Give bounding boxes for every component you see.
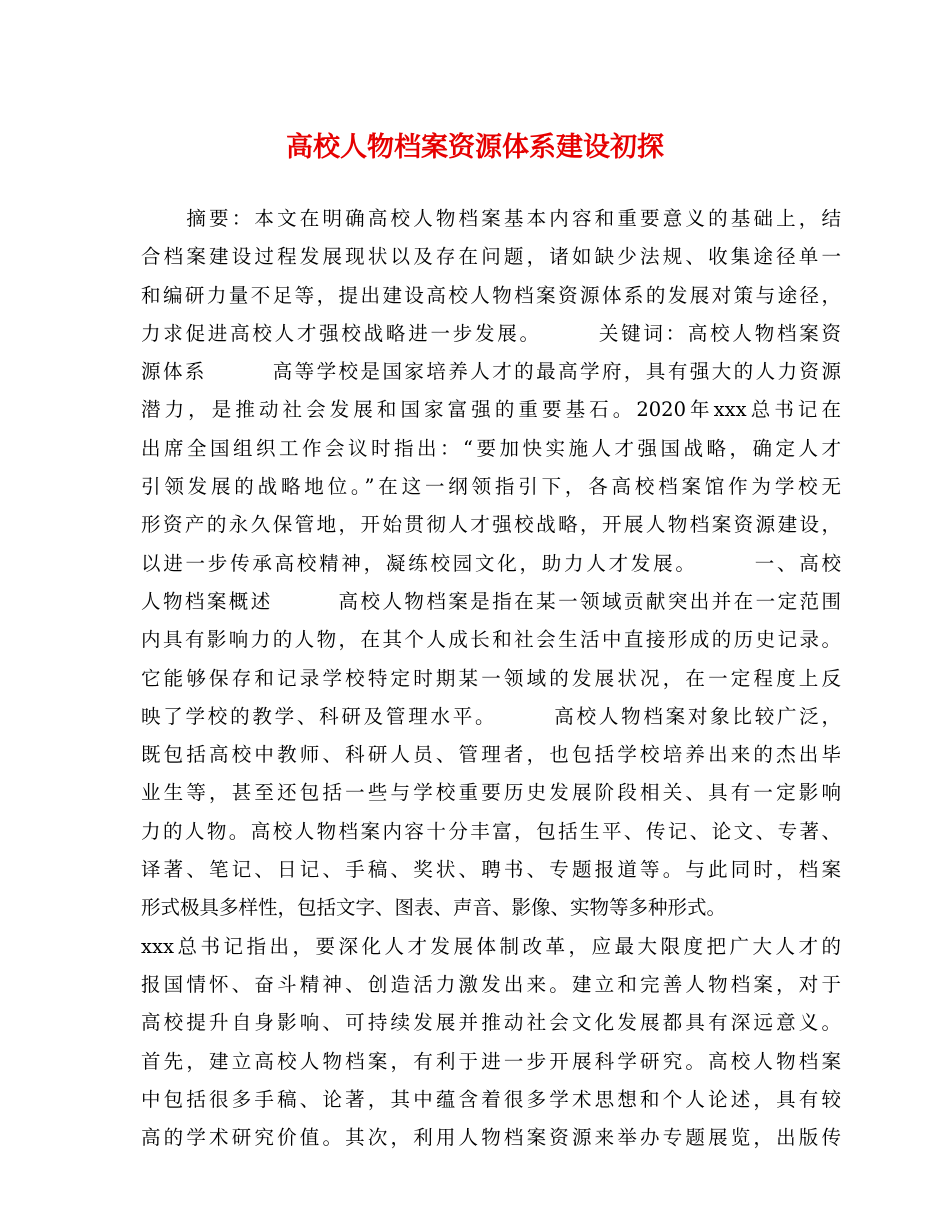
body-line: 力求促进高校人才强校战略进一步发展。 关键词：高校人物档案资 (141, 321, 841, 345)
body-line: 力的人物。高校人物档案内容十分丰富，包括生平、传记、论文、专著、 (141, 819, 841, 843)
body-line: 它能够保存和记录学校特定时期某一领域的发展状况，在一定程度上反 (141, 666, 841, 690)
body-line: 内具有影响力的人物，在其个人成长和社会生活中直接形成的历史记录。 (141, 628, 841, 652)
body-line: xxx总书记指出，要深化人才发展体制改革，应最大限度把广大人才的 (141, 934, 841, 958)
body-line: 首先，建立高校人物档案，有利于进一步开展科学研究。高校人物档案 (141, 1049, 841, 1073)
body-line: 形资产的永久保管地，开始贯彻人才强校战略，开展人物档案资源建设， (141, 513, 841, 537)
body-line: 中包括很多手稿、论著，其中蕴含着很多学术思想和个人论述，具有较 (141, 1087, 841, 1111)
body-line: 高校提升自身影响、可持续发展并推动社会文化发展都具有深远意义。 (141, 1011, 841, 1035)
body-line: 既包括高校中教师、科研人员、管理者，也包括学校培养出来的杰出毕 (141, 743, 841, 767)
body-line: 潜力，是推动社会发展和国家富强的重要基石。2020年xxx总书记在 (141, 398, 841, 422)
document-title: 高校人物档案资源体系建设初探 (286, 132, 664, 163)
document-body (141, 200, 841, 1157)
body-line: 出席全国组织工作会议时指出：“要加快实施人才强国战略，确定人才 (141, 436, 841, 460)
body-line: 形式极具多样性，包括文字、图表、声音、影像、实物等多种形式。 (141, 896, 727, 920)
body-line: 译著、笔记、日记、手稿、奖状、聘书、专题报道等。与此同时，档案 (141, 858, 841, 882)
body-line: 和编研力量不足等，提出建设高校人物档案资源体系的发展对策与途径， (141, 283, 841, 307)
body-line: 高的学术研究价值。其次，利用人物档案资源来举办专题展览，出版传 (141, 1126, 841, 1150)
body-line: 人物档案概述 高校人物档案是指在某一领域贡献突出并在一定范围 (141, 589, 841, 613)
body-line: 源体系 高等学校是国家培养人才的最高学府，具有强大的人力资源 (141, 360, 841, 384)
body-line: 报国情怀、奋斗精神、创造活力激发出来。建立和完善人物档案，对于 (141, 972, 841, 996)
body-line: 业生等，甚至还包括一些与学校重要历史发展阶段相关、具有一定影响 (141, 781, 841, 805)
body-line: 映了学校的教学、科研及管理水平。 高校人物档案对象比较广泛， (141, 704, 841, 728)
body-line: 合档案建设过程发展现状以及存在问题，诸如缺少法规、收集途径单一 (141, 245, 841, 269)
body-line: 以进一步传承高校精神，凝练校园文化，助力人才发展。 一、高校 (141, 551, 841, 575)
body-line: 摘要：本文在明确高校人物档案基本内容和重要意义的基础上，结 (141, 207, 841, 230)
body-line: 引领发展的战略地位。”在这一纲领指引下，各高校档案馆作为学校无 (141, 475, 841, 499)
